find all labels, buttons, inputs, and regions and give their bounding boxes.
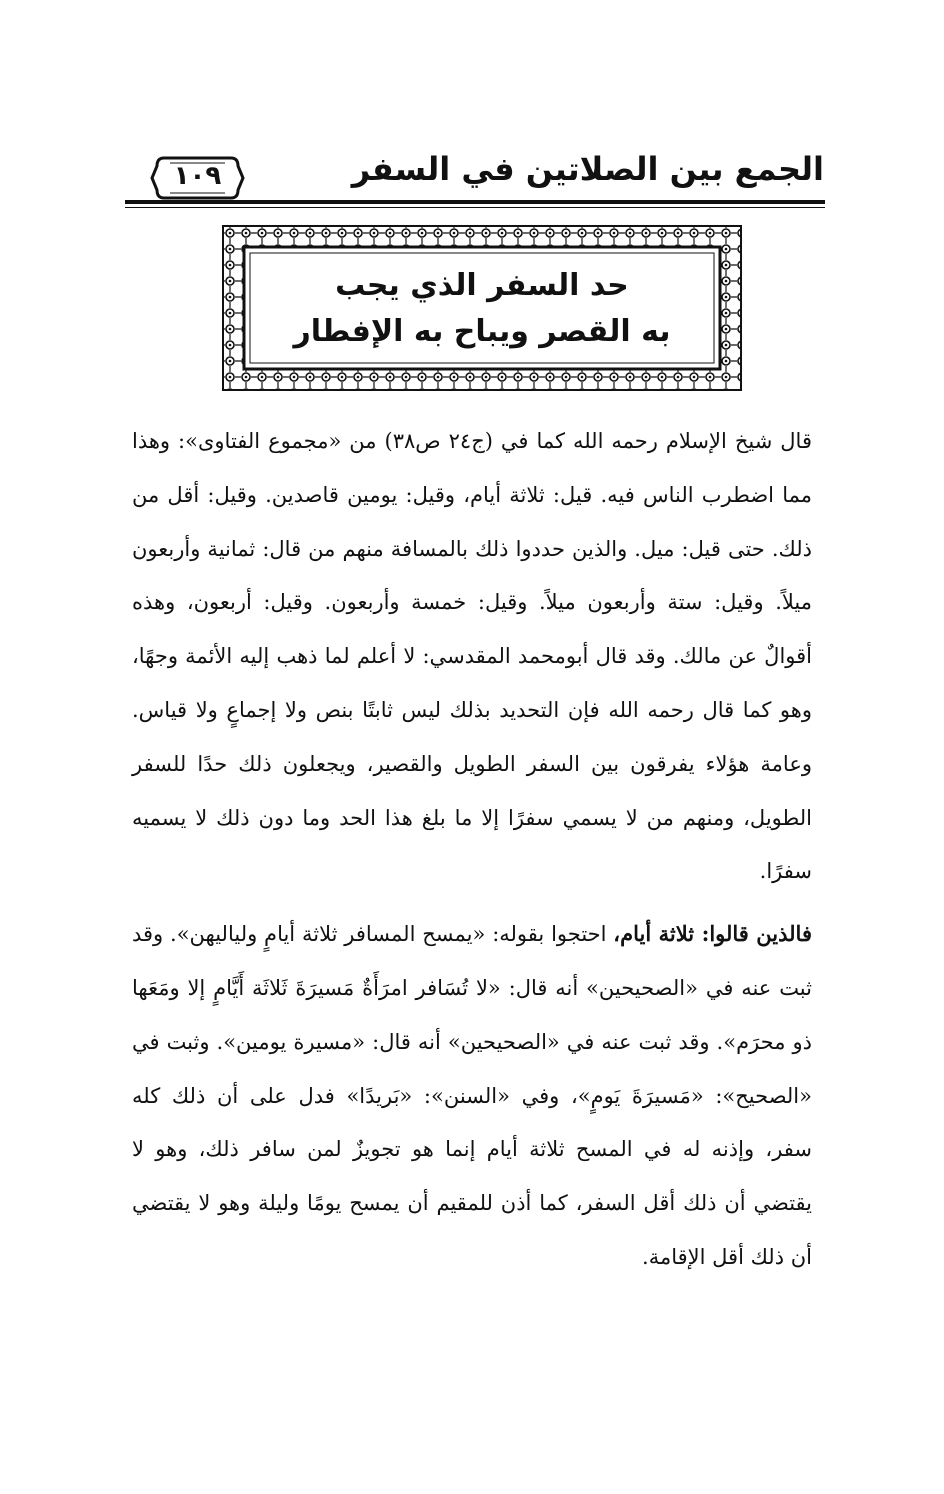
header-divider [125,200,825,204]
section-title-box [222,225,742,391]
page-number-badge [150,148,245,208]
section-title [262,263,702,355]
section-title-line-2: به القصر ويباح به الإفطار [293,314,671,349]
section-title-line-1: حد السفر الذي يجب [335,268,629,303]
paragraph-2 [132,907,812,1285]
page-number: ١٠٩ [173,161,222,191]
paragraph-1: قال شيخ الإسلام رحمه الله كما في (ج٢٤ ص٣٨) من «مجموع الفتاوى»: وهذا مما اضطرب الناس فيه. قيل: ثلاثة أيام، وقيل: يومين قاصدين. وقيل: أقل من ذلك. حتى قيل: ميل. والذين حددوا ذلك بالمسافة منهم من قال: ثمانية وأربعون ميلاً. وقيل: ستة وأربعون ميلاً. وقيل: خمسة وأربعون. وقيل: أربعون، وهذه أقوالٌ عن مالك. وقد قال أبومحمد المقدسي: لا أعلم لما ذهب إليه الأئمة وجهًا، وهو كما قال رحمه الله فإن التحديد بذلك ليس ثابتًا بنص ولا إجماعٍ ولا قياس. وعامة هؤلاء يفرقون بين السفر الطويل والقصير، ويجعلون ذلك حدًا للسفر الطويل، ومنهم من لا يسمي سفرًا إلا ما بلغ هذا الحد وما دون ذلك لا يسميه سفرًا. [132,429,812,884]
paragraph-2-lead: فالذين قالوا: ثلاثة أيام، [613,921,812,947]
body-text [132,415,812,1285]
running-header-title: الجمع بين الصلاتين في السفر [351,150,824,188]
header-divider-thin [125,207,825,208]
paragraph-2-text: احتجوا بقوله: «يمسح المسافر ثلاثة أيامٍ ولياليهن». وقد ثبت عنه في «الصحيحين» أنه قال: «لا تُسَافر امرَأَةٌ مَسيرَةَ ثَلاثَة أَيَّامٍ إلا ومَعَها ذو محرَم». وقد ثبت عنه في «الصحيحين» أنه قال: «مسيرة يومين». وثبت في «الصحيح»: «مَسيرَةَ يَومٍ»، وفي «السنن»: «بَريدًا» فدل على أن ذلك كله سفر، وإذنه له في المسح ثلاثة أيام إنما هو تجويزٌ لمن سافر ذلك، وهو لا يقتضي أن ذلك أقل السفر، كما أذن للمقيم أن يمسح يومًا وليلة وهو لا يقتضي أن ذلك أقل الإقامة. [132,922,812,1269]
